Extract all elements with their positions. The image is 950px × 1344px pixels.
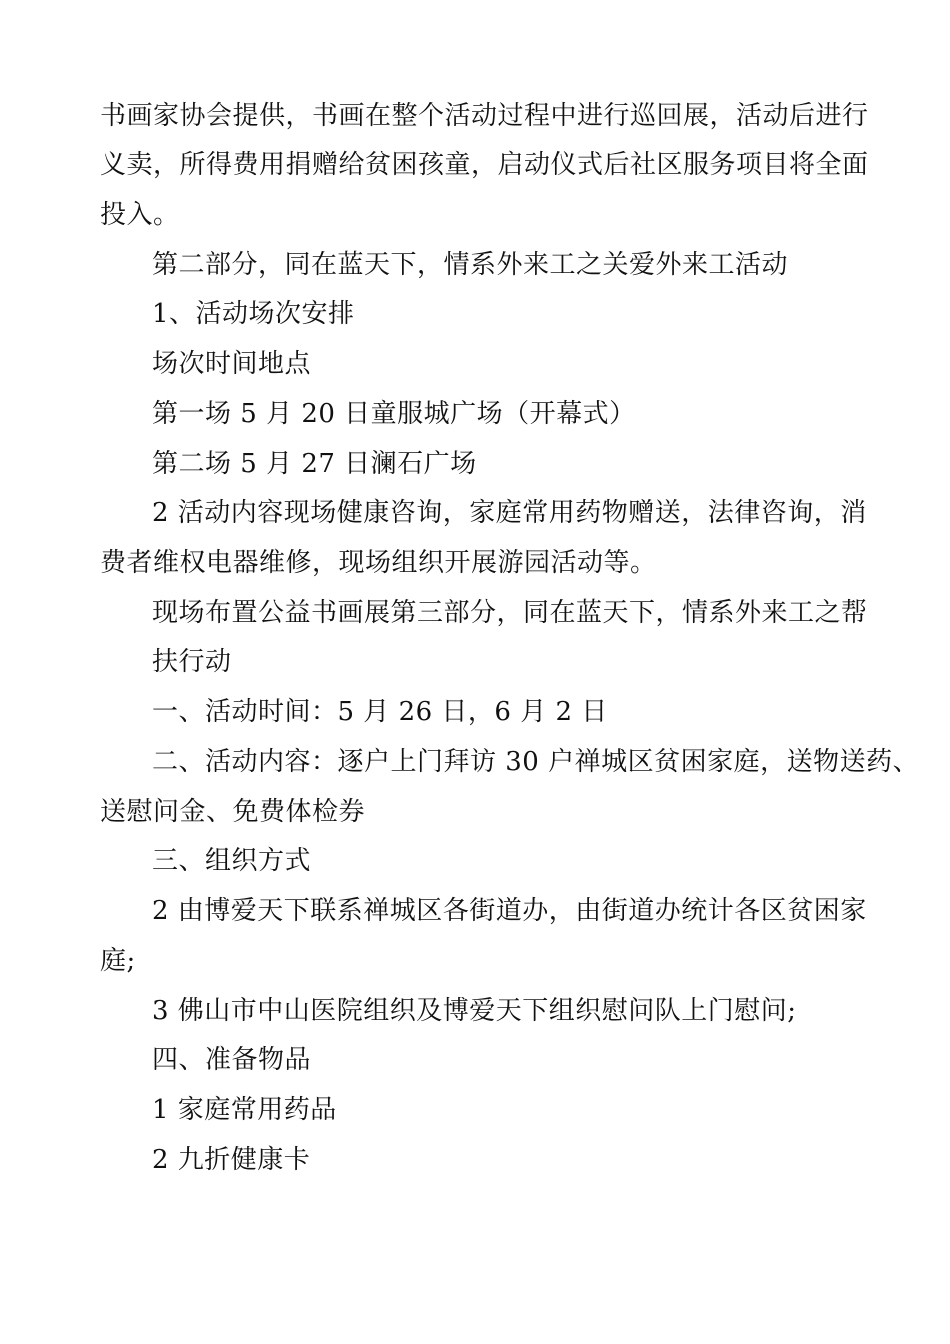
- text-line: 一、活动时间：5 月 26 日，6 月 2 日: [152, 697, 608, 727]
- text-line: 义卖，所得费用捐赠给贫困孩童，启动仪式后社区服务项目将全面: [100, 150, 869, 180]
- list-item: 2 九折健康卡: [152, 1145, 311, 1175]
- text-line: 扶行动: [152, 647, 232, 677]
- text-line: 二、活动内容：逐户上门拜访 30 户禅城区贫困家庭，送物送药、: [152, 747, 920, 777]
- text-line: 2 由博爱天下联系禅城区各街道办，由街道办统计各区贫困家: [152, 896, 867, 926]
- text-line: 1、活动场次安排: [152, 299, 355, 329]
- text-line: 庭;: [100, 946, 136, 976]
- text-line: 送慰问金、免费体检券: [100, 797, 366, 827]
- text-line: 场次时间地点: [152, 349, 312, 379]
- section-heading: 第二部分，同在蓝天下，情系外来工之关爱外来工活动: [152, 250, 789, 280]
- list-item: 1 家庭常用药品: [152, 1095, 337, 1125]
- text-line: 3 佛山市中山医院组织及博爱天下组织慰问队上门慰问;: [152, 996, 797, 1026]
- text-line: 费者维权电器维修，现场组织开展游园活动等。: [100, 548, 657, 578]
- text-line: 现场布置公益书画展第三部分，同在蓝天下，情系外来工之帮: [152, 598, 868, 628]
- text-line: 第二场 5 月 27 日澜石广场: [152, 449, 477, 479]
- text-line: 书画家协会提供，书画在整个活动过程中进行巡回展，活动后进行: [100, 101, 869, 131]
- text-line: 投入。: [100, 200, 180, 230]
- section-heading: 三、组织方式: [152, 846, 312, 876]
- text-line: 2 活动内容现场健康咨询，家庭常用药物赠送，法律咨询，消: [152, 498, 867, 528]
- section-heading: 四、准备物品: [152, 1045, 312, 1075]
- text-line: 第一场 5 月 20 日童服城广场（开幕式）: [152, 399, 636, 429]
